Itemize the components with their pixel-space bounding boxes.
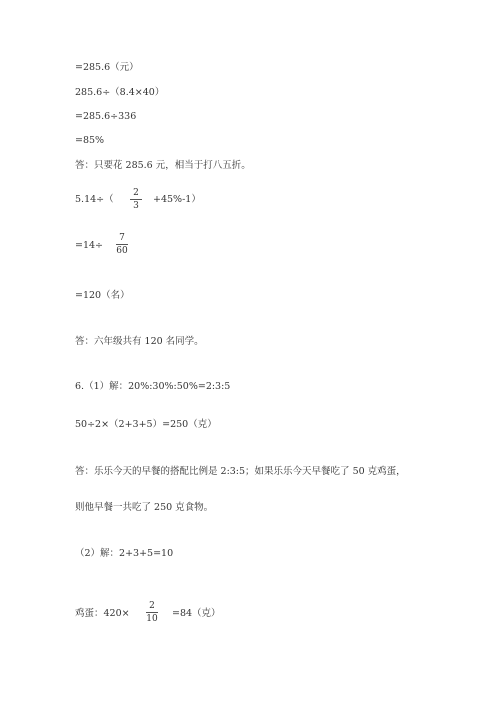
fraction-numerator: 2 — [133, 188, 139, 198]
answer-line: 答：乐乐今天的早餐的搭配比例是 2:3:5；如果乐乐今天早餐吃了 50 克鸡蛋， — [75, 466, 406, 477]
fraction-numerator: 7 — [119, 233, 125, 243]
text-line: （2）解：2+3+5=10 — [75, 548, 174, 559]
fraction-two-thirds — [130, 188, 142, 211]
fraction-bar — [146, 612, 158, 613]
text-line: =285.6÷336 — [75, 111, 137, 122]
fraction-seven-sixtieths — [116, 233, 128, 256]
fraction-numerator: 2 — [149, 601, 155, 611]
fraction-denominator: 10 — [146, 614, 158, 624]
fraction-two-tenths — [146, 601, 158, 624]
answer-line: 则他早餐一共吃了 250 克食物。 — [75, 502, 214, 513]
text-line: =120（名） — [75, 290, 130, 301]
text-line: =84（克） — [172, 608, 221, 619]
answer-line: 答：只要花 285.6 元，相当于打八五折。 — [75, 160, 251, 171]
text-line: 50÷2×（2+3+5）=250（克） — [75, 419, 217, 430]
problem-6-line: 6.（1）解：20%:30%:50%=2:3:5 — [75, 381, 231, 392]
text-line: =285.6（元） — [75, 62, 139, 73]
problem-5-end: +45%-1） — [153, 194, 201, 205]
problem-5-start: 5.14÷（ — [75, 194, 114, 205]
text-line: 285.6÷（8.4×40） — [75, 87, 165, 98]
fraction-bar — [130, 199, 142, 200]
text-line: =14÷ — [75, 240, 104, 251]
text-line: =85% — [75, 135, 105, 146]
fraction-denominator: 60 — [116, 246, 128, 256]
answer-line: 答：六年级共有 120 名同学。 — [75, 336, 204, 347]
fraction-bar — [116, 244, 128, 245]
fraction-denominator: 3 — [133, 201, 139, 211]
text-line: 鸡蛋：420× — [75, 608, 130, 619]
